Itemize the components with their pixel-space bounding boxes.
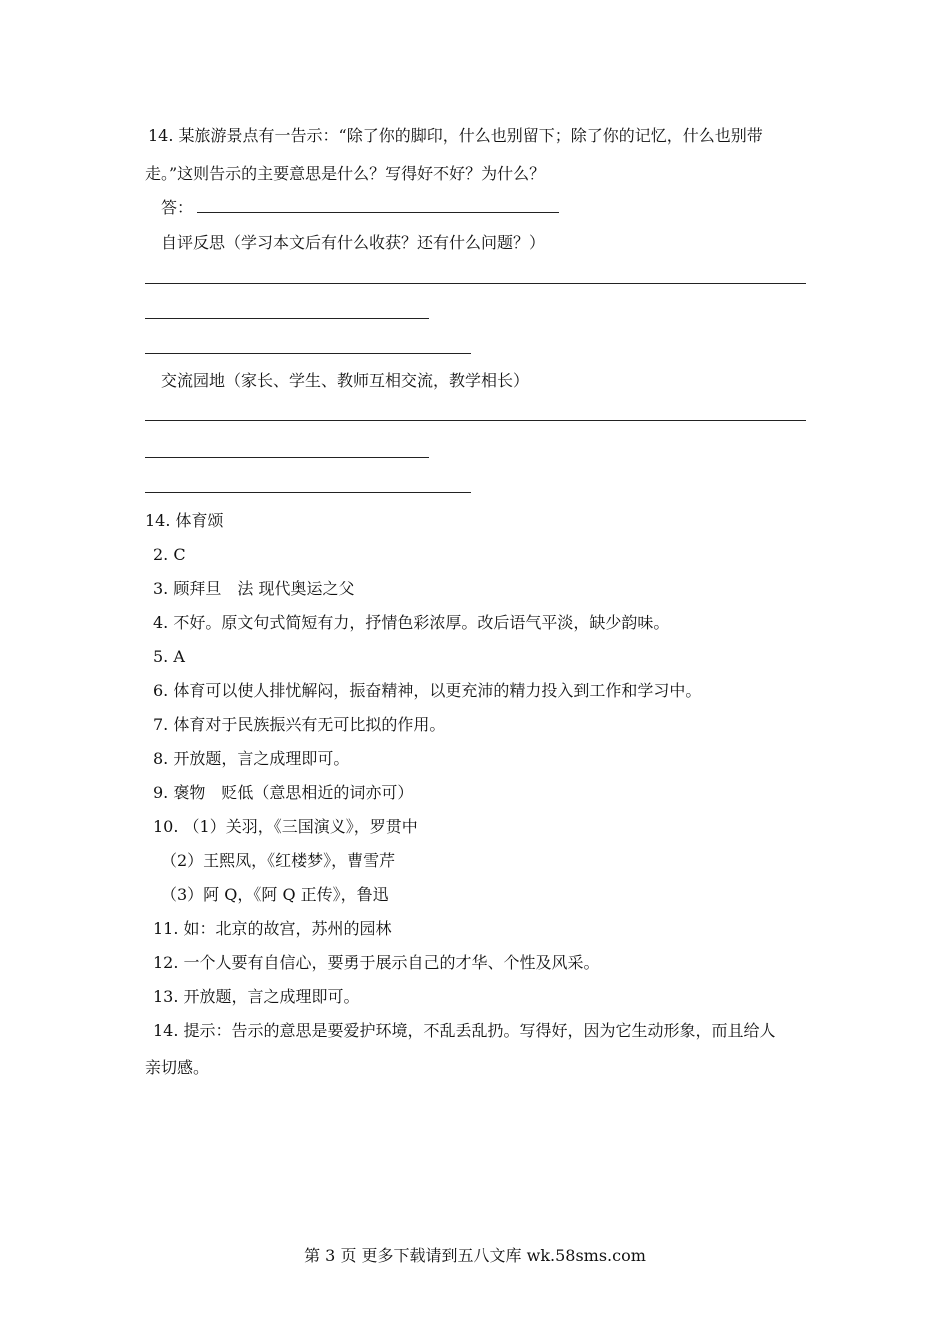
exchange-blank-3 [145, 492, 471, 493]
self-review-blank-3 [145, 353, 471, 354]
answer-item: 5. A [153, 647, 185, 666]
answer-item: 7. 体育对于民族振兴有无可比拟的作用。 [153, 715, 446, 734]
question-line-1: 14. 某旅游景点有一告示：“除了你的脚印，什么也别留下；除了你的记忆，什么也别带 [148, 126, 763, 145]
answer-blank [197, 198, 559, 213]
answer-item: 亲切感。 [145, 1058, 210, 1077]
answer-label: 答： [161, 198, 194, 217]
answers-title: 14. 体育颂 [145, 511, 224, 530]
answer-item: 13. 开放题，言之成理即可。 [153, 987, 360, 1006]
answer-prompt [161, 197, 559, 219]
answer-item: 8. 开放题，言之成理即可。 [153, 749, 350, 768]
answer-item: 6. 体育可以使人排忧解闷，振奋精神，以更充沛的精力投入到工作和学习中。 [153, 681, 702, 700]
exchange-label: 交流园地（家长、学生、教师互相交流，教学相长） [161, 371, 530, 390]
answer-item: （2）王熙凤，《红楼梦》，曹雪芹 [161, 851, 396, 870]
answer-item: 2. C [153, 545, 186, 564]
answer-item: 11. 如：北京的故宫，苏州的园林 [153, 919, 392, 938]
answer-item: 14. 提示：告示的意思是要爱护环境，不乱丢乱扔。写得好，因为它生动形象，而且给人 [153, 1021, 776, 1040]
answer-item: 10. （1）关羽，《三国演义》，罗贯中 [153, 817, 418, 836]
page-footer: 第 3 页 更多下载请到五八文库 wk.58sms.com [304, 1246, 646, 1265]
exchange-blank-2 [145, 457, 429, 458]
answer-item: 12. 一个人要有自信心，要勇于展示自己的才华、个性及风采。 [153, 953, 600, 972]
answer-item: 3. 顾拜旦 法 现代奥运之父 [153, 579, 355, 598]
self-review-blank-2 [145, 318, 429, 319]
self-review-label: 自评反思（学习本文后有什么收获？还有什么问题？） [161, 233, 546, 252]
exchange-blank-1 [145, 420, 806, 421]
answer-item: 4. 不好。原文句式简短有力，抒情色彩浓厚。改后语气平淡，缺少韵味。 [153, 613, 670, 632]
answer-item: 9. 褒物 贬低（意思相近的词亦可） [153, 783, 414, 802]
question-line-2: 走。”这则告示的主要意思是什么？写得好不好？为什么？ [145, 164, 546, 183]
answer-item: （3）阿 Q，《阿 Q 正传》，鲁迅 [161, 885, 389, 904]
self-review-blank-1 [145, 283, 806, 284]
